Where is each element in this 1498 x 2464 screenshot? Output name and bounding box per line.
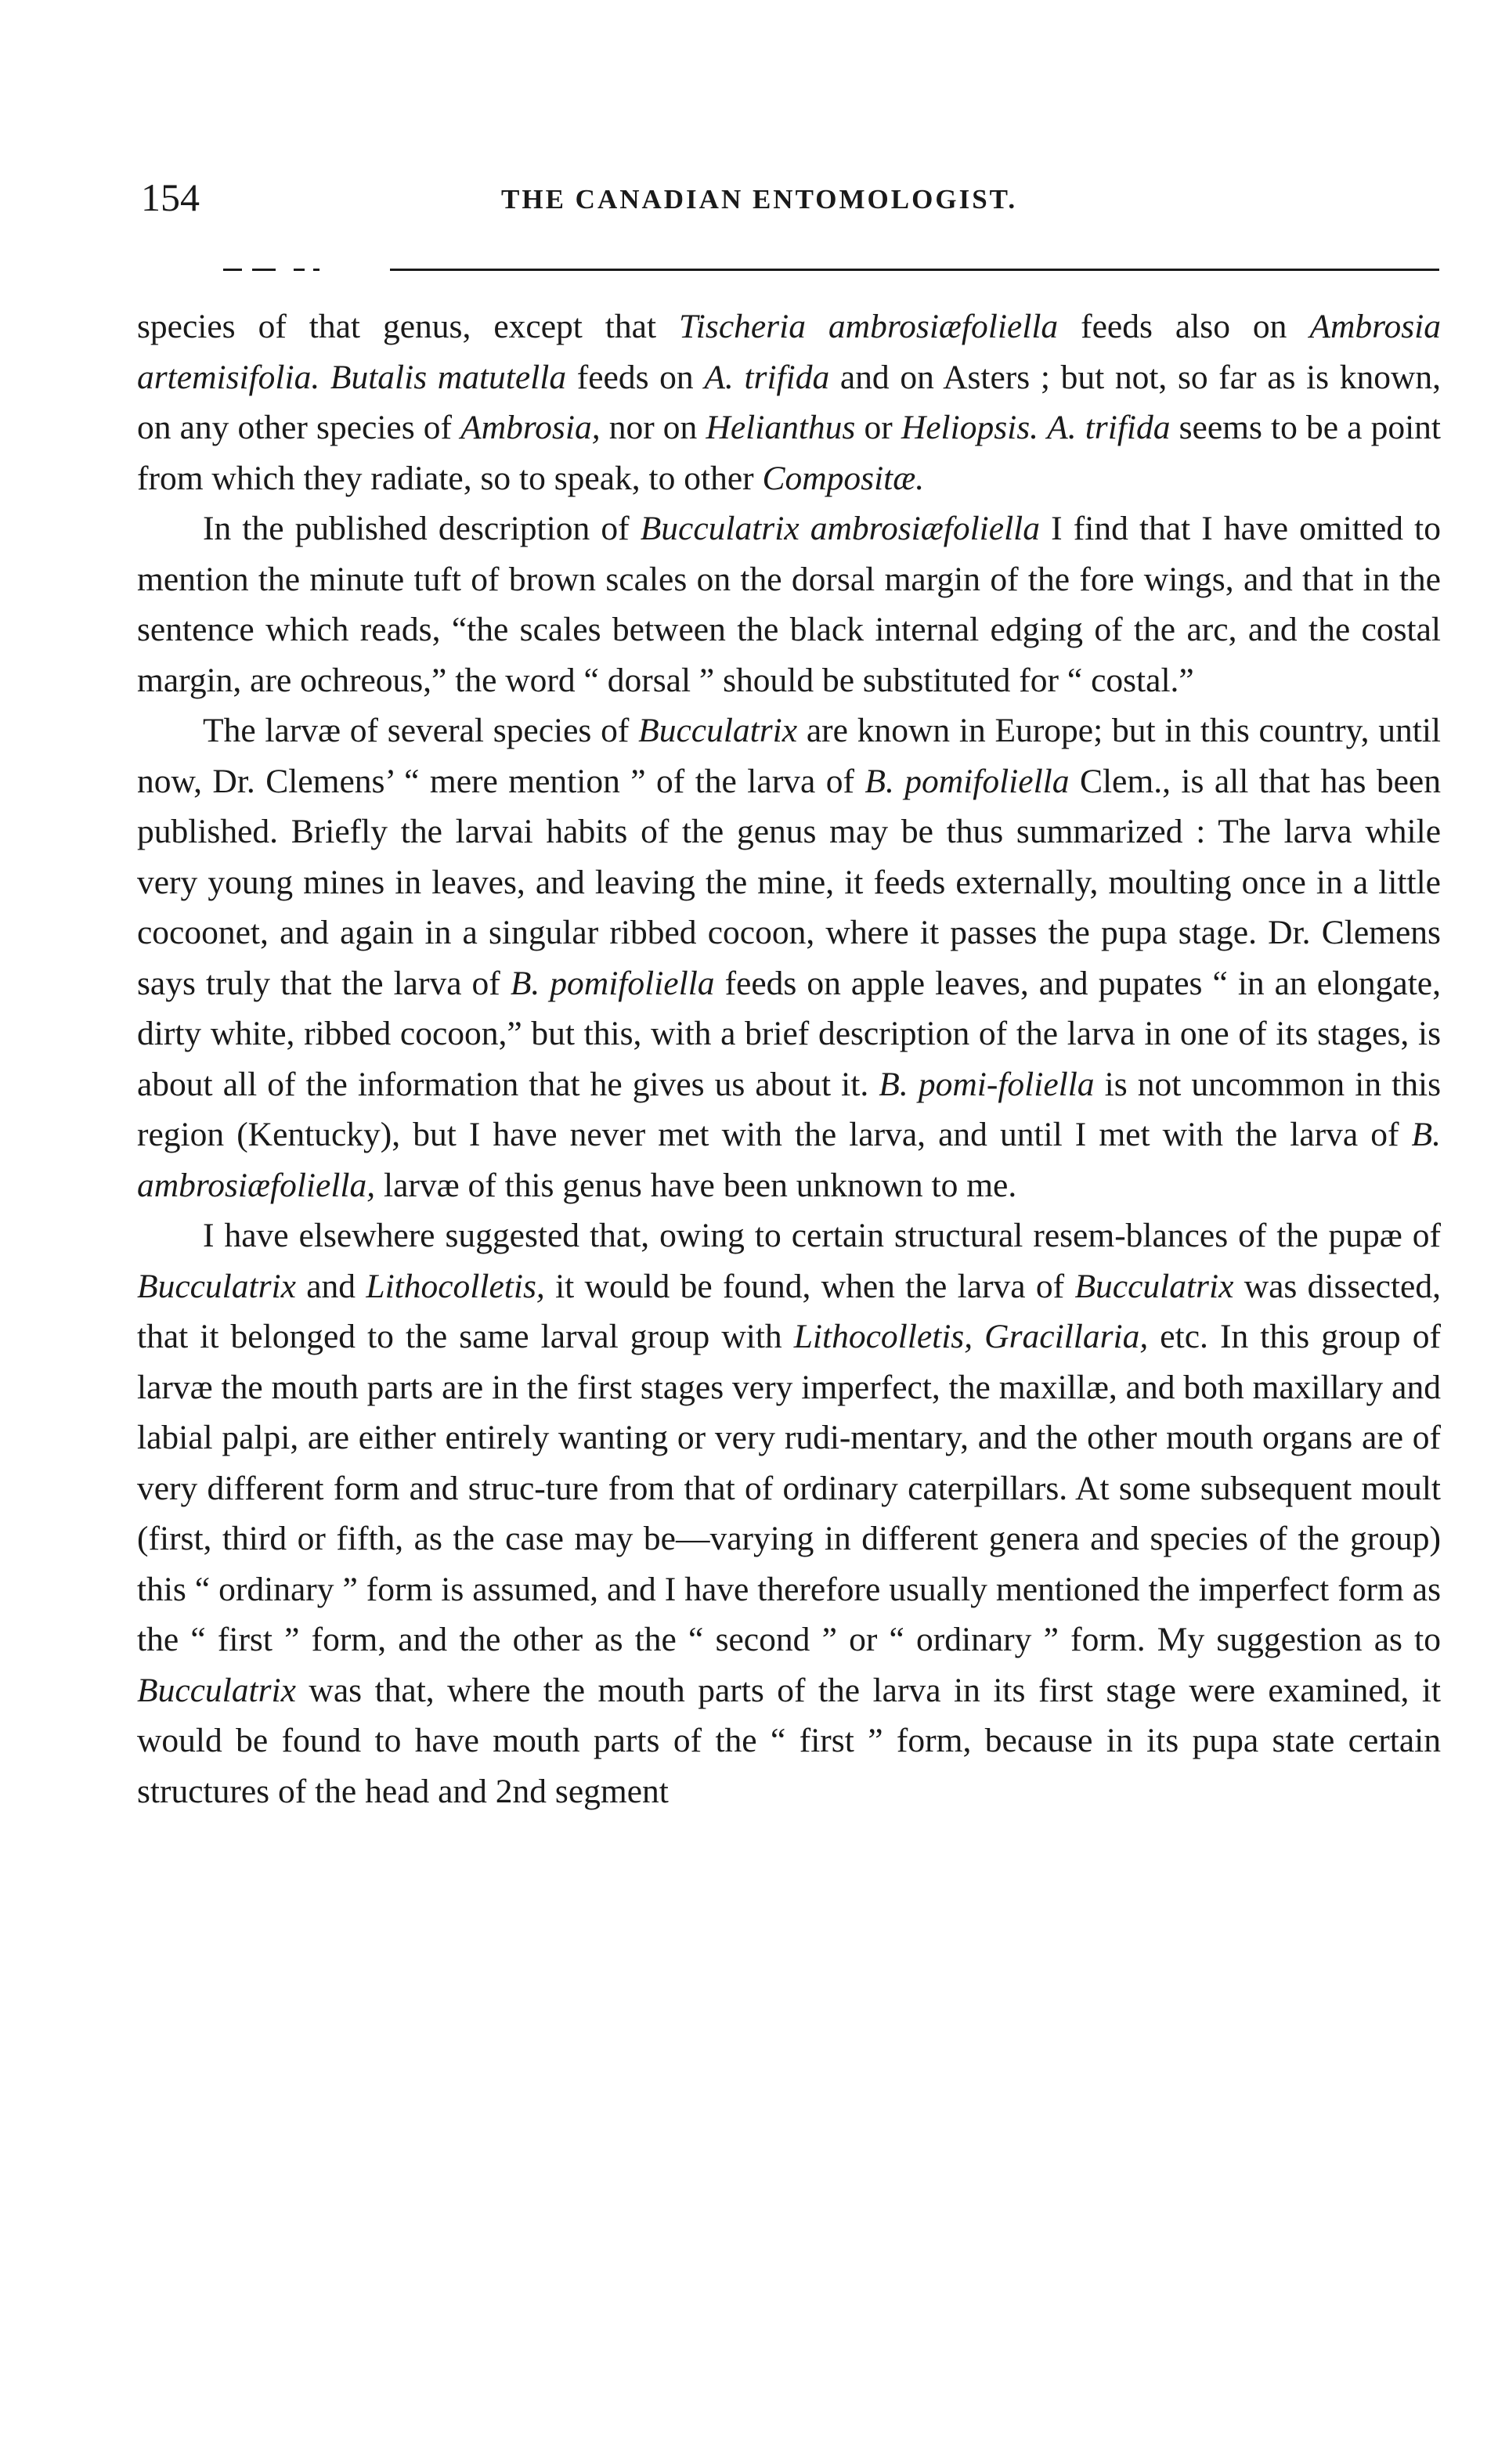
italic-text: Bucculatrix [137, 1267, 296, 1305]
italic-text: A. trifida [1047, 409, 1171, 446]
italic-text: B. pomifoliella [510, 964, 715, 1002]
body-text [137, 301, 1441, 1816]
italic-text: Lithocolletis, Gracillaria, [793, 1318, 1149, 1355]
text-run: I find that I have omitted to mention the minute tuft of brown scales on the dorsal margin of the fore wings, and that in the sentence which reads, “the scales between the black internal edging of the arc, and the costal margin, are ochreous,” the word “ dorsal ” should be substituted for “ costal.” [137, 510, 1442, 699]
paragraph [137, 503, 1441, 705]
text-run: feeds also on [1058, 308, 1310, 345]
italic-text: Bucculatrix [1074, 1267, 1234, 1305]
text-run [319, 359, 330, 396]
text-run: it would be found, when the larva of [544, 1267, 1075, 1305]
running-title: THE CANADIAN ENTOMOLOGIST. [501, 184, 1018, 215]
text-run: was dissected, that it belonged to the same larval group with [137, 1267, 1441, 1355]
text-run: are known in Europe; but in this country, until now, Dr. Clemens’ “ mere mention ” of the larva of [137, 712, 1441, 800]
header-rule-fragment [252, 269, 276, 271]
italic-text: Butalis matutella [330, 358, 567, 396]
header-rule-fragment [294, 269, 305, 271]
text-run: etc. In this group of larvæ the mouth parts are in the first stages very imperfect, the maxillæ, and both maxillary and labial palpi, are either entirely wanting or very rudi-mentary, and the other mouth organs are of very different form and struc-ture from that of ordinary caterpillars. At some subsequent moult (first, third or fifth, as the case may be—varying in different genera and species of the group) this “ ordinary ” form is assumed, and I have therefore usually mentioned the imperfect form as the “ first ” form, and the other as the “ second ” or “ ordinary ” form. My suggestion as to [137, 1318, 1441, 1658]
text-run: In the published description of [203, 510, 641, 547]
text-run: was that, where the mouth parts of the larva in its first stage were examined, it would be found to have mouth parts of the “ first ” form, because in its pupa state certain structures of the head and 2nd segment [137, 1671, 1441, 1810]
italic-text: Helianthus [706, 409, 856, 446]
text-run: seems to be a point from which they radiate, so to speak, to other [137, 409, 1442, 497]
text-run: and on Asters ; but not, so far as is known, on any other species of [137, 358, 1442, 446]
paragraph [137, 301, 1441, 503]
text-run: and [295, 1267, 366, 1305]
text-run: larvæ of this genus have been unknown to me. [375, 1166, 1017, 1204]
italic-text: B. pomi-foliella [879, 1065, 1095, 1103]
text-run: or [855, 409, 901, 446]
text-run: feeds on apple leaves, and pupates “ in an elongate, dirty white, ribbed cocoon,” but this, with a brief description of the larva in one of its stages, is about all of the information that he gives us about it. [137, 964, 1441, 1103]
paragraph [137, 705, 1441, 1210]
text-run [1038, 409, 1047, 446]
italic-text: Compositæ. [762, 459, 925, 497]
italic-text: B. ambrosiæfoliella, [137, 1116, 1441, 1204]
text-run: feeds on [566, 358, 705, 396]
header-rule-fragment [313, 269, 319, 271]
page-number: 154 [141, 175, 200, 219]
text-run: is not uncommon in this region (Kentucky), but I have never met with the larva, and until I met with the larva of [137, 1065, 1442, 1153]
italic-text: Lithocolletis, [366, 1267, 545, 1305]
text-run: species of that genus, except that [137, 308, 680, 345]
italic-text: Tischeria ambrosiæfoliella [679, 308, 1059, 345]
text-run: The larvæ of several species of [203, 712, 639, 749]
italic-text: B. pomifoliella [865, 762, 1070, 800]
italic-text: Bucculatrix ambrosiæfoliella [640, 510, 1041, 547]
page-header [141, 174, 1441, 236]
text-run: I have elsewhere suggested that, owing to certain structural resem-blances of the pupæ of [203, 1217, 1441, 1254]
header-rule [390, 269, 1439, 271]
italic-text: Bucculatrix [638, 712, 798, 749]
italic-text: Ambrosia, [460, 409, 601, 446]
header-rule-fragment [223, 269, 242, 271]
text-run: Clem., is all that has been published. Briefly the larvai habits of the genus may be thus summarized : The larva while very young mines in leaves, and leaving the mine, it feeds externally, moulting once in a little cocoonet, and again in a singular ribbed cocoon, where it passes the pupa stage. Dr. Clemens says truly that the larva of [137, 762, 1441, 1002]
italic-text: A. trifida [704, 358, 830, 396]
italic-text: Ambrosia artemisifolia. [137, 308, 1441, 396]
italic-text: Bucculatrix [137, 1671, 296, 1709]
text-run: nor on [600, 409, 706, 446]
italic-text: Heliopsis. [901, 409, 1039, 446]
paragraph [137, 1210, 1441, 1816]
